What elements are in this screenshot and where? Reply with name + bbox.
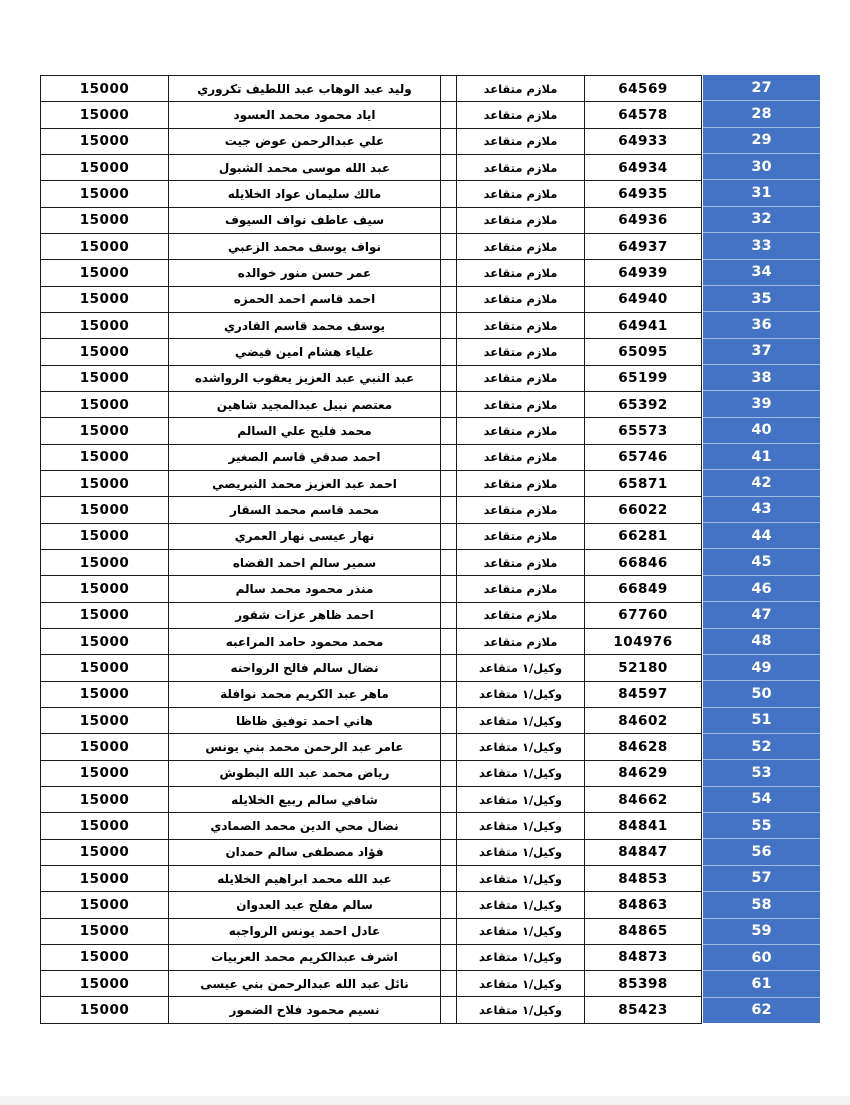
amount-cell: 15000 bbox=[41, 444, 169, 470]
table-row bbox=[41, 549, 702, 575]
id-cell: 65871 bbox=[585, 470, 702, 496]
name-cell: عبد الله محمد ابراهيم الخلايله bbox=[169, 865, 441, 891]
name-cell: عادل احمد يونس الرواجبه bbox=[169, 918, 441, 944]
table-row bbox=[41, 786, 702, 812]
name-cell: علي عبدالرحمن عوض جيت bbox=[169, 128, 441, 154]
row-number: 51 bbox=[703, 708, 820, 734]
table-row bbox=[41, 233, 702, 259]
rank-cell: ملازم متقاعد bbox=[457, 549, 585, 575]
row-number: 42 bbox=[703, 470, 820, 496]
id-cell: 85398 bbox=[585, 971, 702, 997]
id-cell: 64569 bbox=[585, 76, 702, 102]
name-cell: محمد فليح علي السالم bbox=[169, 418, 441, 444]
table-row bbox=[41, 523, 702, 549]
spacer-cell bbox=[441, 418, 457, 444]
row-number: 55 bbox=[703, 813, 820, 839]
amount-cell: 15000 bbox=[41, 892, 169, 918]
amount-cell: 15000 bbox=[41, 233, 169, 259]
name-cell: علياء هشام امين فيضي bbox=[169, 339, 441, 365]
rank-cell: وكيل/١ متقاعد bbox=[457, 944, 585, 970]
table-row bbox=[41, 391, 702, 417]
amount-cell: 15000 bbox=[41, 707, 169, 733]
spacer-cell bbox=[441, 312, 457, 338]
amount-cell: 15000 bbox=[41, 102, 169, 128]
row-number: 37 bbox=[703, 339, 820, 365]
id-cell: 66022 bbox=[585, 497, 702, 523]
id-cell: 84863 bbox=[585, 892, 702, 918]
spacer-cell bbox=[441, 470, 457, 496]
table-row bbox=[41, 128, 702, 154]
amount-cell: 15000 bbox=[41, 997, 169, 1023]
id-cell: 84873 bbox=[585, 944, 702, 970]
amount-cell: 15000 bbox=[41, 418, 169, 444]
row-number: 34 bbox=[703, 260, 820, 286]
rank-cell: وكيل/١ متقاعد bbox=[457, 655, 585, 681]
amount-cell: 15000 bbox=[41, 497, 169, 523]
name-cell: محمد محمود حامد المراعبه bbox=[169, 628, 441, 654]
row-number: 27 bbox=[703, 75, 820, 101]
rank-cell: ملازم متقاعد bbox=[457, 365, 585, 391]
id-cell: 64578 bbox=[585, 102, 702, 128]
table-row bbox=[41, 576, 702, 602]
table-row bbox=[41, 497, 702, 523]
row-number: 41 bbox=[703, 444, 820, 470]
row-number: 40 bbox=[703, 418, 820, 444]
amount-cell: 15000 bbox=[41, 391, 169, 417]
amount-cell: 15000 bbox=[41, 523, 169, 549]
rank-cell: وكيل/١ متقاعد bbox=[457, 865, 585, 891]
table-row bbox=[41, 260, 702, 286]
name-cell: نضال سالم فالح الرواحنه bbox=[169, 655, 441, 681]
table-row bbox=[41, 181, 702, 207]
rank-cell: ملازم متقاعد bbox=[457, 154, 585, 180]
rank-cell: وكيل/١ متقاعد bbox=[457, 892, 585, 918]
id-cell: 65199 bbox=[585, 365, 702, 391]
table-row bbox=[41, 286, 702, 312]
name-cell: احمد قاسم احمد الحمزه bbox=[169, 286, 441, 312]
name-cell: مالك سليمان عواد الخلايله bbox=[169, 181, 441, 207]
table-row bbox=[41, 892, 702, 918]
table-row bbox=[41, 339, 702, 365]
spacer-cell bbox=[441, 128, 457, 154]
id-cell: 84853 bbox=[585, 865, 702, 891]
row-number: 48 bbox=[703, 629, 820, 655]
id-cell: 66281 bbox=[585, 523, 702, 549]
table-row bbox=[41, 681, 702, 707]
amount-cell: 15000 bbox=[41, 365, 169, 391]
table-row bbox=[41, 865, 702, 891]
spacer-cell bbox=[441, 523, 457, 549]
row-number: 47 bbox=[703, 602, 820, 628]
row-number: 56 bbox=[703, 839, 820, 865]
amount-cell: 15000 bbox=[41, 760, 169, 786]
name-cell: عبد النبي عبد العزيز يعقوب الرواشده bbox=[169, 365, 441, 391]
row-number: 28 bbox=[703, 101, 820, 127]
row-number: 39 bbox=[703, 391, 820, 417]
amount-cell: 15000 bbox=[41, 181, 169, 207]
row-number: 57 bbox=[703, 866, 820, 892]
spacer-cell bbox=[441, 154, 457, 180]
spacer-cell bbox=[441, 260, 457, 286]
name-cell: رياض محمد عبد الله البطوش bbox=[169, 760, 441, 786]
id-cell: 84602 bbox=[585, 707, 702, 733]
roster-table bbox=[40, 75, 702, 1024]
amount-cell: 15000 bbox=[41, 312, 169, 338]
spacer-cell bbox=[441, 734, 457, 760]
rank-cell: ملازم متقاعد bbox=[457, 418, 585, 444]
id-cell: 64933 bbox=[585, 128, 702, 154]
id-cell: 64934 bbox=[585, 154, 702, 180]
name-cell: هاني احمد توفيق ظاظا bbox=[169, 707, 441, 733]
rank-cell: ملازم متقاعد bbox=[457, 181, 585, 207]
spacer-cell bbox=[441, 339, 457, 365]
table-row bbox=[41, 365, 702, 391]
name-cell: سيف عاطف نواف السيوف bbox=[169, 207, 441, 233]
id-cell: 64935 bbox=[585, 181, 702, 207]
spacer-cell bbox=[441, 839, 457, 865]
name-cell: اشرف عبدالكريم محمد العربيات bbox=[169, 944, 441, 970]
row-number: 43 bbox=[703, 497, 820, 523]
id-cell: 84847 bbox=[585, 839, 702, 865]
name-cell: عامر عبد الرحمن محمد بني يونس bbox=[169, 734, 441, 760]
table-row bbox=[41, 470, 702, 496]
row-number: 45 bbox=[703, 549, 820, 575]
amount-cell: 15000 bbox=[41, 470, 169, 496]
id-cell: 64939 bbox=[585, 260, 702, 286]
rank-cell: ملازم متقاعد bbox=[457, 497, 585, 523]
rank-cell: ملازم متقاعد bbox=[457, 207, 585, 233]
amount-cell: 15000 bbox=[41, 813, 169, 839]
spacer-cell bbox=[441, 391, 457, 417]
rank-cell: ملازم متقاعد bbox=[457, 470, 585, 496]
rank-cell: ملازم متقاعد bbox=[457, 576, 585, 602]
row-number: 30 bbox=[703, 154, 820, 180]
amount-cell: 15000 bbox=[41, 655, 169, 681]
rank-cell: ملازم متقاعد bbox=[457, 602, 585, 628]
name-cell: اياد محمود محمد العسود bbox=[169, 102, 441, 128]
spacer-cell bbox=[441, 628, 457, 654]
row-number: 32 bbox=[703, 207, 820, 233]
row-number: 38 bbox=[703, 365, 820, 391]
row-number: 33 bbox=[703, 233, 820, 259]
id-cell: 104976 bbox=[585, 628, 702, 654]
name-cell: يوسف محمد قاسم القادري bbox=[169, 312, 441, 338]
rank-cell: وكيل/١ متقاعد bbox=[457, 971, 585, 997]
spacer-cell bbox=[441, 602, 457, 628]
name-cell: محمد قاسم محمد السقار bbox=[169, 497, 441, 523]
amount-cell: 15000 bbox=[41, 286, 169, 312]
spacer-cell bbox=[441, 707, 457, 733]
row-number: 59 bbox=[703, 919, 820, 945]
spacer-cell bbox=[441, 549, 457, 575]
row-number: 44 bbox=[703, 523, 820, 549]
name-cell: وليد عبد الوهاب عبد اللطيف تكروري bbox=[169, 76, 441, 102]
amount-cell: 15000 bbox=[41, 549, 169, 575]
rank-cell: وكيل/١ متقاعد bbox=[457, 734, 585, 760]
table-row bbox=[41, 207, 702, 233]
rank-cell: ملازم متقاعد bbox=[457, 523, 585, 549]
spacer-cell bbox=[441, 892, 457, 918]
amount-cell: 15000 bbox=[41, 681, 169, 707]
amount-cell: 15000 bbox=[41, 839, 169, 865]
id-cell: 65746 bbox=[585, 444, 702, 470]
amount-cell: 15000 bbox=[41, 128, 169, 154]
id-cell: 65573 bbox=[585, 418, 702, 444]
table-row bbox=[41, 918, 702, 944]
name-cell: نائل عبد الله عبدالرحمن بني عيسى bbox=[169, 971, 441, 997]
row-number: 52 bbox=[703, 734, 820, 760]
row-number: 58 bbox=[703, 892, 820, 918]
amount-cell: 15000 bbox=[41, 154, 169, 180]
table-row bbox=[41, 971, 702, 997]
row-number: 49 bbox=[703, 655, 820, 681]
spacer-cell bbox=[441, 576, 457, 602]
table-row bbox=[41, 839, 702, 865]
rank-cell: وكيل/١ متقاعد bbox=[457, 760, 585, 786]
name-cell: نسيم محمود فلاح الضمور bbox=[169, 997, 441, 1023]
spacer-cell bbox=[441, 207, 457, 233]
id-cell: 64940 bbox=[585, 286, 702, 312]
row-number: 46 bbox=[703, 576, 820, 602]
name-cell: احمد عبد العزيز محمد النبريصي bbox=[169, 470, 441, 496]
amount-cell: 15000 bbox=[41, 339, 169, 365]
amount-cell: 15000 bbox=[41, 576, 169, 602]
name-cell: عبد الله موسى محمد الشبول bbox=[169, 154, 441, 180]
amount-cell: 15000 bbox=[41, 734, 169, 760]
table-row bbox=[41, 734, 702, 760]
row-number: 35 bbox=[703, 286, 820, 312]
table-row bbox=[41, 76, 702, 102]
amount-cell: 15000 bbox=[41, 602, 169, 628]
table-row bbox=[41, 997, 702, 1023]
row-number: 54 bbox=[703, 787, 820, 813]
spacer-cell bbox=[441, 286, 457, 312]
spacer-cell bbox=[441, 971, 457, 997]
spacer-cell bbox=[441, 365, 457, 391]
amount-cell: 15000 bbox=[41, 207, 169, 233]
row-number: 29 bbox=[703, 128, 820, 154]
id-cell: 65392 bbox=[585, 391, 702, 417]
rank-cell: ملازم متقاعد bbox=[457, 260, 585, 286]
id-cell: 64941 bbox=[585, 312, 702, 338]
rank-cell: ملازم متقاعد bbox=[457, 444, 585, 470]
table-row bbox=[41, 707, 702, 733]
row-number: 36 bbox=[703, 312, 820, 338]
spacer-cell bbox=[441, 760, 457, 786]
row-number: 50 bbox=[703, 681, 820, 707]
name-cell: معتصم نبيل عبدالمجيد شاهين bbox=[169, 391, 441, 417]
spacer-cell bbox=[441, 786, 457, 812]
row-number-column bbox=[703, 75, 820, 1023]
id-cell: 67760 bbox=[585, 602, 702, 628]
id-cell: 64937 bbox=[585, 233, 702, 259]
name-cell: احمد ظاهر عزات شقور bbox=[169, 602, 441, 628]
name-cell: فؤاد مصطفى سالم حمدان bbox=[169, 839, 441, 865]
row-number: 31 bbox=[703, 180, 820, 206]
rank-cell: وكيل/١ متقاعد bbox=[457, 839, 585, 865]
id-cell: 84628 bbox=[585, 734, 702, 760]
table-row bbox=[41, 444, 702, 470]
name-cell: نهار عيسى نهار العمري bbox=[169, 523, 441, 549]
row-number: 53 bbox=[703, 760, 820, 786]
id-cell: 84629 bbox=[585, 760, 702, 786]
name-cell: شافي سالم ربيع الخلايله bbox=[169, 786, 441, 812]
page-bottom-shade bbox=[0, 1096, 850, 1105]
rank-cell: ملازم متقاعد bbox=[457, 102, 585, 128]
id-cell: 66846 bbox=[585, 549, 702, 575]
spacer-cell bbox=[441, 944, 457, 970]
rank-cell: وكيل/١ متقاعد bbox=[457, 786, 585, 812]
spacer-cell bbox=[441, 102, 457, 128]
id-cell: 84865 bbox=[585, 918, 702, 944]
amount-cell: 15000 bbox=[41, 918, 169, 944]
amount-cell: 15000 bbox=[41, 628, 169, 654]
roster-table-body bbox=[41, 76, 702, 1024]
table-row bbox=[41, 154, 702, 180]
rank-cell: ملازم متقاعد bbox=[457, 286, 585, 312]
name-cell: سمير سالم احمد القضاه bbox=[169, 549, 441, 575]
table-row bbox=[41, 602, 702, 628]
id-cell: 84841 bbox=[585, 813, 702, 839]
name-cell: ماهر عبد الكريم محمد نوافلة bbox=[169, 681, 441, 707]
name-cell: نضال محي الدين محمد الصمادي bbox=[169, 813, 441, 839]
table-row bbox=[41, 655, 702, 681]
table-row bbox=[41, 944, 702, 970]
rank-cell: وكيل/١ متقاعد bbox=[457, 707, 585, 733]
spacer-cell bbox=[441, 76, 457, 102]
name-cell: احمد صدقي قاسم الصغير bbox=[169, 444, 441, 470]
row-number: 61 bbox=[703, 971, 820, 997]
rank-cell: وكيل/١ متقاعد bbox=[457, 918, 585, 944]
spacer-cell bbox=[441, 181, 457, 207]
spacer-cell bbox=[441, 655, 457, 681]
id-cell: 84597 bbox=[585, 681, 702, 707]
amount-cell: 15000 bbox=[41, 260, 169, 286]
rank-cell: وكيل/١ متقاعد bbox=[457, 681, 585, 707]
amount-cell: 15000 bbox=[41, 971, 169, 997]
name-cell: عمر حسن منور خوالده bbox=[169, 260, 441, 286]
amount-cell: 15000 bbox=[41, 944, 169, 970]
table-row bbox=[41, 760, 702, 786]
table-row bbox=[41, 312, 702, 338]
spacer-cell bbox=[441, 865, 457, 891]
spacer-cell bbox=[441, 681, 457, 707]
rank-cell: وكيل/١ متقاعد bbox=[457, 997, 585, 1023]
spacer-cell bbox=[441, 444, 457, 470]
name-cell: نواف يوسف محمد الزعبي bbox=[169, 233, 441, 259]
id-cell: 85423 bbox=[585, 997, 702, 1023]
table-row bbox=[41, 628, 702, 654]
amount-cell: 15000 bbox=[41, 865, 169, 891]
table-row bbox=[41, 102, 702, 128]
rank-cell: وكيل/١ متقاعد bbox=[457, 813, 585, 839]
id-cell: 84662 bbox=[585, 786, 702, 812]
row-number: 60 bbox=[703, 945, 820, 971]
name-cell: منذر محمود محمد سالم bbox=[169, 576, 441, 602]
rank-cell: ملازم متقاعد bbox=[457, 312, 585, 338]
rank-cell: ملازم متقاعد bbox=[457, 391, 585, 417]
name-cell: سالم مفلح عبد العدوان bbox=[169, 892, 441, 918]
table-row bbox=[41, 418, 702, 444]
row-number: 62 bbox=[751, 1002, 772, 1019]
rank-cell: ملازم متقاعد bbox=[457, 128, 585, 154]
spacer-cell bbox=[441, 997, 457, 1023]
spacer-cell bbox=[441, 918, 457, 944]
amount-cell: 15000 bbox=[41, 786, 169, 812]
id-cell: 65095 bbox=[585, 339, 702, 365]
amount-cell: 15000 bbox=[41, 76, 169, 102]
id-cell: 66849 bbox=[585, 576, 702, 602]
rank-cell: ملازم متقاعد bbox=[457, 628, 585, 654]
rank-cell: ملازم متقاعد bbox=[457, 233, 585, 259]
rank-cell: ملازم متقاعد bbox=[457, 76, 585, 102]
spacer-cell bbox=[441, 813, 457, 839]
table-row bbox=[41, 813, 702, 839]
spacer-cell bbox=[441, 233, 457, 259]
spacer-cell bbox=[441, 497, 457, 523]
id-cell: 64936 bbox=[585, 207, 702, 233]
id-cell: 52180 bbox=[585, 655, 702, 681]
rank-cell: ملازم متقاعد bbox=[457, 339, 585, 365]
